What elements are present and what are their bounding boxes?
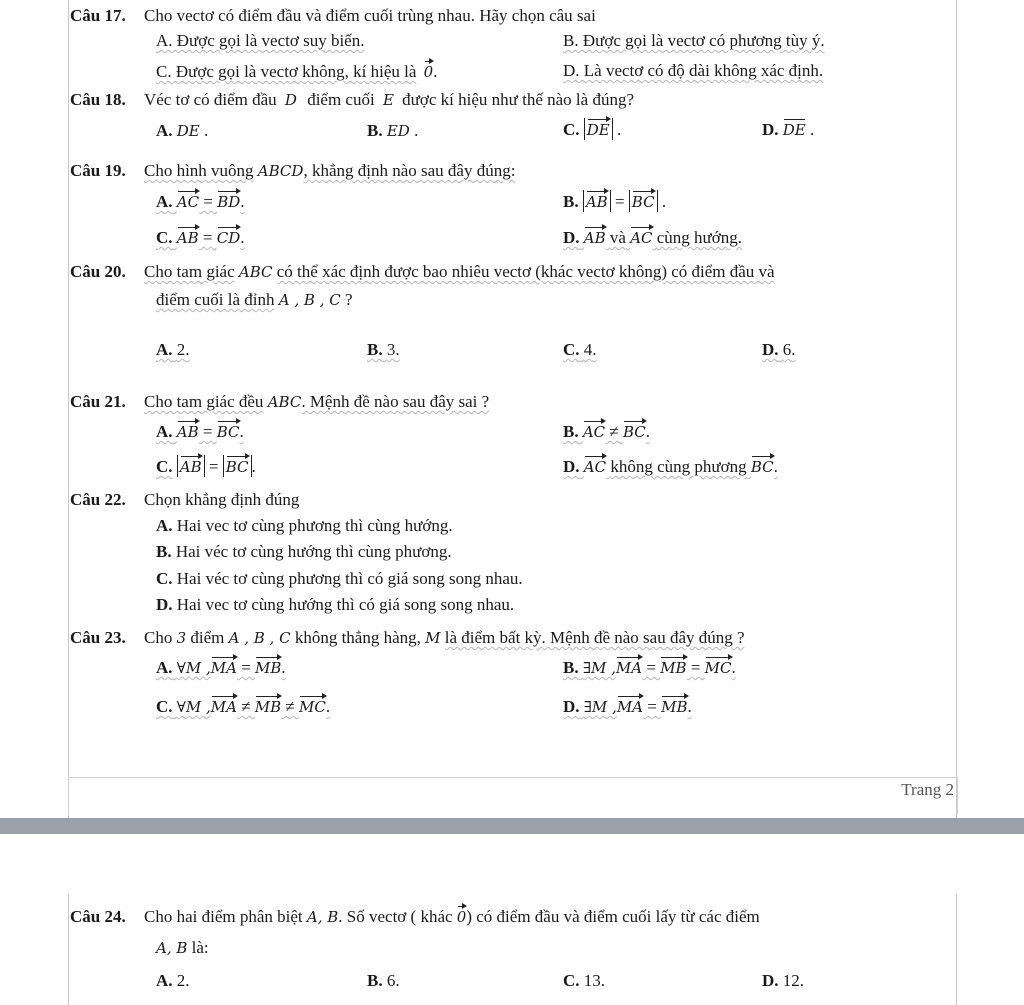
page-footer-box <box>68 777 958 814</box>
q23-option-a[interactable]: A. ∀M ,MA = MB. <box>156 658 286 677</box>
q22-option-d[interactable]: D. Hai vec tơ cùng hướng thì có giá song song nhau. <box>156 595 515 614</box>
q19-option-a[interactable]: A. AC = BD. <box>156 192 245 211</box>
q19-option-c[interactable]: C. AB = CD. <box>156 228 245 247</box>
q21-option-c[interactable]: C. AB = BC . <box>156 457 256 476</box>
q21-stem: Câu 21. Cho tam giác đều ABC. Mệnh đề nào sau đây sai ? <box>70 392 490 411</box>
q20-stem-line2: điểm cuối là đỉnh A , B , C ? <box>156 290 353 309</box>
q20-option-a[interactable]: A. 2. <box>156 340 190 359</box>
q20-option-b[interactable]: B. 3. <box>367 340 400 359</box>
page-gap <box>0 834 1024 894</box>
q24-option-d[interactable]: D. 12. <box>762 971 805 990</box>
q22-option-c[interactable]: C. Hai véc tơ cùng phương thì có giá song song nhau. <box>156 569 523 588</box>
q17-option-d[interactable]: D. Là vectơ có độ dài không xác định. <box>563 61 824 80</box>
q21-option-b[interactable]: B. AC ≠ BC. <box>563 422 651 441</box>
page-number: Trang 2 <box>901 780 954 799</box>
q18-option-b[interactable]: B. ED . <box>367 121 419 140</box>
q18-stem: Câu 18. Véc tơ có điểm đầu D điểm cuối E được kí hiệu như thế nào là đúng? <box>70 90 634 109</box>
q18-option-a[interactable]: A. DE . <box>156 121 209 140</box>
q23-stem: Câu 23. Cho 3 điểm A , B , C không thẳng hàng, M là điểm bất kỳ. Mệnh đề nào sau đây đúng ? <box>70 628 745 647</box>
q24-option-b[interactable]: B. 6. <box>367 971 400 990</box>
q17-option-b[interactable]: B. Được gọi là vectơ có phương tùy ý. <box>563 31 825 50</box>
q18-option-c[interactable]: C. DE . <box>563 120 622 139</box>
q23-option-b[interactable]: B. ∃M ,MA = MB = MC. <box>563 658 736 677</box>
q18-option-d[interactable]: D. DE . <box>762 120 815 139</box>
q19-stem: Câu 19. Cho hình vuông ABCD, khẳng định nào sau đây đúng: <box>70 161 516 180</box>
q22-option-a[interactable]: A. Hai vec tơ cùng phương thì cùng hướng. <box>156 516 453 535</box>
q20-stem: Câu 20. Cho tam giác ABC có thể xác định được bao nhiêu vectơ (khác vectơ không) có điểm đầu và <box>70 262 775 281</box>
q24-option-c[interactable]: C. 13. <box>563 971 606 990</box>
q17-stem: Câu 17. Cho vectơ có điểm đầu và điểm cuối trùng nhau. Hãy chọn câu sai <box>70 6 596 25</box>
page-separator <box>0 818 1024 834</box>
q23-option-d[interactable]: D. ∃M ,MA = MB. <box>563 697 692 716</box>
q21-option-a[interactable]: A. AB = BC. <box>156 422 244 441</box>
left-margin-line-2 <box>68 894 69 1005</box>
q17-option-a[interactable]: A. Được gọi là vectơ suy biến. <box>156 31 365 50</box>
q19-option-b[interactable]: B. AB = BC . <box>563 192 667 211</box>
q24-stem-line2: A, B là: <box>156 938 209 957</box>
q19-option-d[interactable]: D. AB và AC cùng hướng. <box>563 228 742 247</box>
right-margin-line-2 <box>956 894 957 1005</box>
q20-option-d[interactable]: D. 6. <box>762 340 796 359</box>
q17-option-c[interactable]: C. Được gọi là vectơ không, kí hiệu là 0. <box>156 62 438 81</box>
right-margin-line <box>956 0 957 818</box>
q21-option-d[interactable]: D. AC không cùng phương BC. <box>563 457 778 476</box>
left-margin-line <box>68 0 69 818</box>
q20-option-c[interactable]: C. 4. <box>563 340 597 359</box>
q24-option-a[interactable]: A. 2. <box>156 971 190 990</box>
q23-option-c[interactable]: C. ∀M ,MA ≠ MB ≠ MC. <box>156 697 331 716</box>
q24-stem: Câu 24. Cho hai điểm phân biệt A, B. Số vectơ ( khác 0) có điểm đầu và điểm cuối lấy từ các điểm <box>70 907 760 926</box>
q22-option-b[interactable]: B. Hai véc tơ cùng hướng thì cùng phương. <box>156 542 452 561</box>
q22-stem: Câu 22. Chọn khẳng định đúng <box>70 490 300 509</box>
